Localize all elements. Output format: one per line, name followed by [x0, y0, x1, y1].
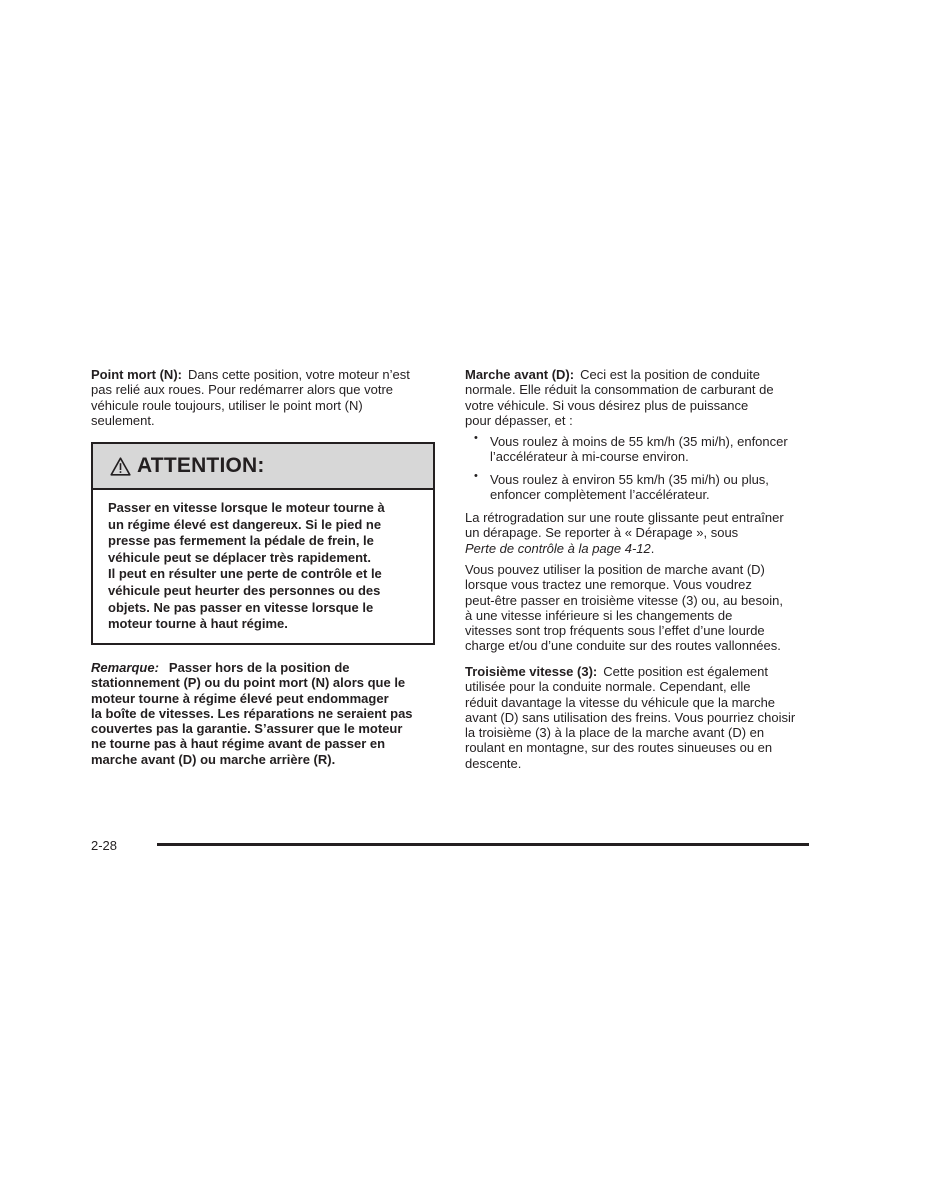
text-line: Vous roulez à moins de 55 km/h (35 mi/h), enfoncer: [490, 434, 788, 449]
attention-body: [108, 500, 385, 633]
text-line: utilisée pour la conduite normale. Cependant, elle: [465, 679, 751, 695]
text-line: Passer en vitesse lorsque le moteur tourne à: [108, 500, 385, 515]
text-line: marche avant (D) ou marche arrière (R).: [91, 751, 336, 767]
text-line: objets. Ne pas passer en vitesse lorsque le: [108, 599, 374, 615]
text-line: [465, 664, 795, 679]
text-line: enfoncer complètement l’accélérateur.: [490, 487, 710, 503]
paragraph-remarque: [91, 660, 413, 767]
text-line: véhicule roule toujours, utiliser le point mort (N): [91, 397, 363, 413]
text-line: vitesses sont trop fréquents sous l’effet d’une lourde: [465, 623, 765, 639]
list-item-text: [490, 472, 769, 503]
paragraph-marche-avant: [465, 367, 774, 428]
list-item-text: [490, 434, 788, 465]
text-line: presse pas fermement la pédale de frein, le: [108, 533, 374, 549]
paragraph-heading: Troisième vitesse (3):: [465, 664, 598, 679]
text-line: seulement.: [91, 412, 155, 428]
paragraph-remorque: [465, 562, 783, 654]
text-line: votre véhicule. Si vous désirez plus de puissance: [465, 397, 749, 413]
text-run: Dans cette position, votre moteur n’est: [187, 367, 410, 382]
text-line: [91, 367, 410, 382]
text-line: avant (D) sans utilisation des freins. Vous pourriez choisir: [465, 709, 796, 725]
text-line: à une vitesse inférieure si les changements de: [465, 607, 733, 623]
text-line: Vous pouvez utiliser la position de marche avant (D): [465, 562, 765, 577]
attention-header: [93, 444, 433, 490]
text-line: pas relié aux roues. Pour redémarrer alors que votre: [91, 382, 394, 398]
text-line: moteur tourne à régime élevé peut endommager: [91, 690, 389, 706]
text-line: réduit davantage la vitesse du véhicule que la marche: [465, 694, 776, 710]
text-line: pour dépasser, et :: [465, 412, 573, 428]
text-line: [465, 541, 784, 556]
bullet-marker: •: [474, 432, 478, 444]
paragraph-heading: Point mort (N):: [91, 367, 182, 382]
text-line: un dérapage. Se reporter à « Dérapage », sous: [465, 525, 739, 541]
text-line: Il peut en résulter une perte de contrôle et le: [108, 566, 382, 582]
text-line: roulant en montagne, sur des routes sinueuses ou en: [465, 740, 773, 756]
note-label: Remarque:: [91, 660, 159, 675]
warning-triangle-icon: [110, 457, 131, 476]
paragraph-derapage: [465, 510, 784, 556]
text-line: lorsque vous tractez une remorque. Vous voudrez: [465, 577, 752, 593]
paragraph-point-mort: [91, 367, 410, 428]
text-line: La rétrogradation sur une route glissante peut entraîner: [465, 510, 784, 525]
text-line: un régime élevé est dangereux. Si le pied ne: [108, 516, 382, 532]
text-line: véhicule peut se déplacer très rapidement.: [108, 549, 371, 565]
footer-divider: [157, 843, 809, 846]
paragraph-troisieme-vitesse: [465, 664, 795, 771]
text-line: l’accélérateur à mi-course environ.: [490, 449, 689, 465]
text-line: peut-être passer en troisième vitesse (3) ou, au besoin,: [465, 592, 783, 608]
text-line: stationnement (P) ou du point mort (N) alors que le: [91, 675, 406, 691]
text-run: Cette position est également: [603, 664, 769, 679]
bullet-marker: •: [474, 470, 478, 482]
text-line: la troisième (3) à la place de la marche avant (D) en: [465, 725, 765, 741]
attention-title: ATTENTION:: [137, 454, 265, 477]
text-line: la boîte de vitesses. Les réparations ne seraient pas: [91, 705, 413, 721]
text-line: moteur tourne à haut régime.: [108, 616, 288, 632]
text-run: .: [650, 540, 655, 556]
text-line: charge et/ou d’une conduite sur des routes vallonnées.: [465, 638, 781, 654]
text-line: [465, 367, 774, 382]
text-line: véhicule peut heurter des personnes ou des: [108, 582, 381, 598]
text-line: normale. Elle réduit la consommation de carburant de: [465, 382, 774, 398]
paragraph-heading: Marche avant (D):: [465, 367, 575, 382]
text-run: Passer hors de la position de: [168, 660, 350, 675]
page-number: 2-28: [91, 838, 118, 853]
text-line: ne tourne pas à haut régime avant de passer en: [91, 736, 386, 752]
text-line: descente.: [465, 755, 522, 771]
text-run: Ceci est la position de conduite: [580, 367, 761, 382]
text-line: Vous roulez à environ 55 km/h (35 mi/h) ou plus,: [490, 472, 769, 487]
attention-box: [91, 442, 435, 645]
text-line: couvertes pas la garantie. S’assurer que le moteur: [91, 721, 403, 737]
text-line: [91, 660, 413, 675]
cross-reference-link[interactable]: Perte de contrôle à la page 4-12: [465, 540, 651, 556]
